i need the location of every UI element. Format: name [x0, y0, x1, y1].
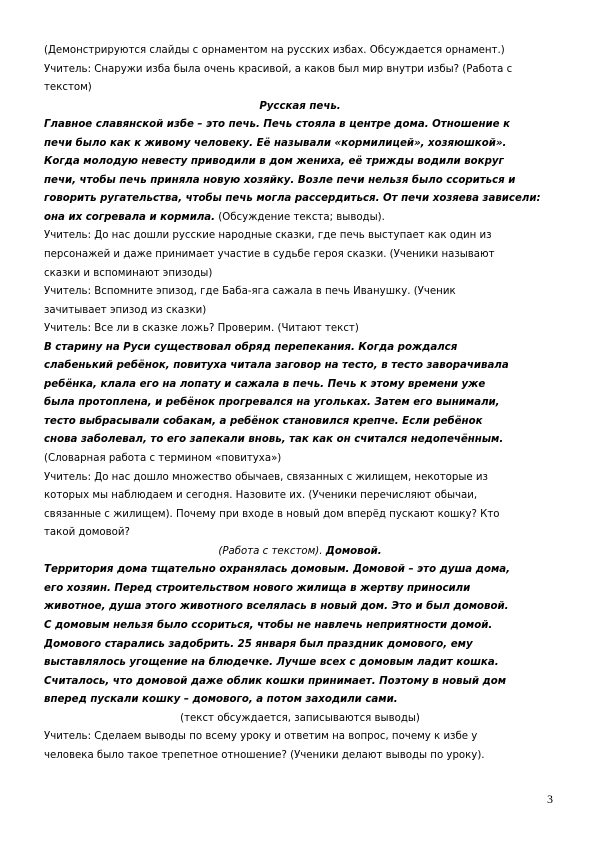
section-heading: Домовой. [325, 545, 382, 557]
text-line: (Демонстрируются слайды с орнаментом на русских избах. Обсуждается орнамент.) [44, 45, 505, 56]
text-line: которых мы наблюдаем и сегодня. Назовите их. (Ученики перечисляют обычаи, [44, 490, 478, 502]
text-line: текстом) [44, 82, 92, 94]
text-line: С домовым нельзя было ссориться, чтобы не навлечь неприятности домой. [44, 619, 493, 631]
section-title: Русская печь. [259, 100, 341, 112]
text-line: Учитель: Все ли в сказке ложь? Проверим. (Читают текст) [44, 323, 359, 335]
text-line [44, 543, 556, 562]
text-line: Учитель: До нас дошло множество обычаев, связанных с жилищем, некоторые из [44, 471, 488, 483]
text-line: связанные с жилищем). Почему при входе в новый дом вперёд пускают кошку? Кто [44, 508, 500, 520]
text-line: животное, душа этого животного вселялась в новый дом. Это и был домовой. [44, 601, 509, 613]
text-line: зачитывает эпизод из сказки) [44, 304, 207, 316]
text-line: человека было такое трепетное отношение? (Ученики делают выводы по уроку). [44, 749, 485, 761]
text-line: выставлялось угощение на блюдечке. Лучше всех с домовым ладит кошка. [44, 657, 499, 669]
text-line: (текст обсуждается, записываются выводы) [180, 712, 420, 724]
emphasized-text: она их согревала и кормила. [44, 211, 216, 223]
text-line: Когда молодую невесту приводили в дом жениха, её трижды водили вокруг [44, 156, 504, 168]
text-line: вперед пускали кошку – домового, а потом заходили сами. [44, 694, 398, 706]
text-line: печи было как к живому человеку. Её называли «кормилицей», хозяюшкой». [44, 137, 507, 149]
text-line: печи, чтобы печь приняла новую хозяйку. Возле печи нельзя было ссориться и [44, 174, 516, 186]
text-line: говорить ругательства, чтобы печь могла рассердиться. От печи хозяева зависели: [44, 193, 541, 205]
text-line: В старину на Руси существовал обряд перепекания. Когда рождался [44, 341, 458, 353]
text-line: Главное славянской избе – это печь. Печь стояла в центре дома. Отношение к [44, 119, 511, 131]
text-line: снова заболевал, то его запекали вновь, так как он считался недопечённым. [44, 434, 504, 446]
text-line: Территория дома тщательно охранялась домовым. Домовой – это душа дома, [44, 564, 511, 576]
text-line: персонажей и даже принимает участие в судьбе героя сказки. (Ученики называют [44, 249, 495, 261]
text-line: Учитель: До нас дошли русские народные сказки, где печь выступает как один из [44, 230, 492, 242]
text-line: его хозяин. Перед строительством нового жилища в жертву приносили [44, 582, 471, 594]
text-line: Считалось, что домовой даже облик кошки принимает. Поэтому в новый дом [44, 675, 507, 687]
plain-text: (Обсуждение текста; выводы). [215, 211, 385, 223]
text-line: такой домовой? [44, 527, 130, 539]
text-line: слабенький ребёнок, повитуха читала заговор на тесто, в тесто заворачивала [44, 360, 509, 372]
italic-text: (Работа с текстом). [218, 545, 326, 557]
text-line: Домового старались задобрить. 25 января был праздник домового, ему [44, 638, 473, 650]
text-line: (Словарная работа с термином «повитуха») [44, 453, 282, 465]
text-line: сказки и вспоминают эпизоды) [44, 267, 213, 279]
text-line: Учитель: Сделаем выводы по всему уроку и ответим на вопрос, почему к избе у [44, 731, 478, 743]
page-number: 3 [547, 792, 553, 806]
text-line: Учитель: Вспомните эпизод, где Баба-яга сажала в печь Иванушку. (Ученик [44, 286, 456, 298]
text-line: была протоплена, и ребёнок прогревался на угольках. Затем его вынимали, [44, 397, 500, 409]
text-line: тесто выбрасывали собакам, а ребёнок становился крепче. Если ребёнок [44, 415, 483, 427]
text-line: Учитель: Снаружи изба была очень красивой, а каков был мир внутри избы? (Работа с [44, 63, 513, 75]
text-line [44, 209, 556, 228]
text-line: ребёнка, клала его на лопату и сажала в печь. Печь к этому времени уже [44, 378, 486, 390]
document-page [44, 42, 556, 765]
